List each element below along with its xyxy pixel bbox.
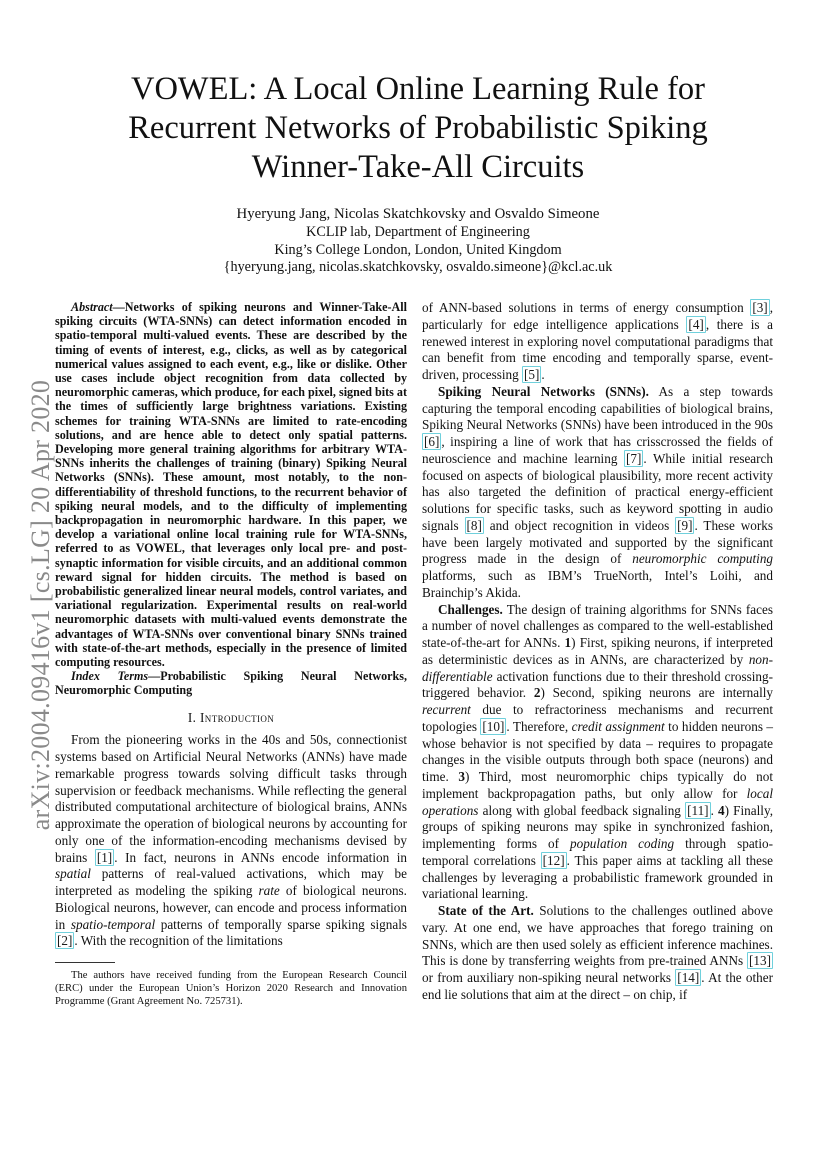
author-institution: King’s College London, London, United Kingdom (274, 241, 562, 258)
citation-link[interactable]: [8] (466, 517, 482, 533)
funding-footnote: The authors have received funding from the European Research Council (ERC) under the European Union’s Horizon 2020 Research and Innovation Programme (Grant Agreement No. 725731). (55, 970, 407, 1008)
citation-link[interactable]: [9] (677, 517, 693, 533)
citation-link[interactable]: [14] (677, 970, 700, 985)
citation-link[interactable]: [13] (749, 953, 771, 969)
citation-link[interactable]: [6] (424, 434, 440, 449)
title-line-2: Recurrent Networks of Probabilistic Spiking (128, 110, 708, 146)
citation-link[interactable]: [5] (523, 367, 540, 382)
citation-link[interactable]: [1] (96, 849, 113, 865)
author-emails: {hyeryung.jang, nicolas.skatchkovsky, osvaldo.simeone}@kcl.ac.uk (223, 259, 613, 275)
paper-title (90, 70, 746, 187)
author-names: Hyeryung Jang, Nicolas Skatchkovsky and Osvaldo Simeone (236, 206, 600, 222)
author-lab: KCLIP lab, Department of Engineering (306, 224, 530, 240)
paragraph-heading: State of the Art. (438, 903, 534, 918)
snn-paragraph: Spiking Neural Networks (SNNs). As a step towards capturing the temporal encoding capabilities of biological brains, Spiking Neural Networks (SNNs) have been introduced in the 90s [6] , inspiring a line of work that has crisscrossed the fields of neuroscience and machine learning [7] . While initial research focused on aspects of biological plausibility, more recent activity has also targeted the definition of practical energy-efficient solutions for specific tasks, such as keyword spotting in audio signals [8] and object recognition in videos [9] . These works have been largely motivated and supported by the significant progress made in the design of neuromorphic computing platforms, such as IBM’s TrueNorth, Intel’s Loihi, and Brainchip’s Akida. (422, 383, 774, 600)
citation-link[interactable]: [7] (625, 450, 642, 466)
citation-link[interactable]: [3] (752, 300, 768, 315)
footnote-divider (55, 962, 115, 963)
index-terms-text: —Probabilistic Spiking Neural Networks, Neuromorphic Computing (55, 669, 407, 698)
abstract-label: Abstract (71, 300, 113, 314)
paragraph-heading: Challenges. (438, 601, 503, 617)
citation-link[interactable]: [4] (688, 316, 704, 332)
section-heading-introduction: I. Introduction (187, 709, 275, 725)
author-block (90, 206, 746, 277)
intro-paragraph: From the pioneering works in the 40s and 50s, connectionist systems based on Artificial Neural Networks (ANNs) have made remarkable progress towards solving difficult tasks through supervision or feedback mechanisms. While reflecting the general distributed computational architecture of biological brains, ANNs approximate the operation of biological neurons by accounting for only one of the information-encoding mechanisms devised by brains [1] . In fact, neurons in ANNs encode information in spatial patterns of real-valued activations, which may be interpreted as modeling the spiking rate of biological neurons. Biological neurons, however, can encode and process information in spatio-temporal patterns of temporally sparse spiking signals [2] . With the recognition of the limitations (55, 732, 407, 949)
body-paragraph: of ANN-based solutions in terms of energy consumption [3] , particularly for edge intelligence applications [4] , there is a renewed interest in exploring novel computational paradigms that can benefit from time encoding and temporally sparse, event-driven, processing [5] . (422, 300, 773, 382)
citation-link[interactable]: [12] (542, 852, 565, 868)
index-terms-label: Index Terms (71, 669, 149, 684)
title-line-1: VOWEL: A Local Online Learning Rule for (130, 71, 705, 107)
citation-link[interactable]: [10] (482, 718, 505, 734)
arxiv-identifier: arXiv:2004.09416v1 [cs.LG] 20 Apr 2020 (26, 379, 55, 831)
abstract (55, 300, 407, 669)
state-of-art-paragraph: State of the Art. Solutions to the challenges outlined above vary. At one end, we have approaches that forego training on SNNs, which are then used solely as efficient inference machines. This is done by transferring weights from pre-trained ANNs [13] or from auxiliary non-spiking neural networks [14] . At the other end lie solutions that aim at the direct – on chip, if (422, 903, 773, 1002)
citation-link[interactable]: [2] (57, 933, 73, 949)
abstract-text: —Networks of spiking neurons and Winner-Take-All spiking circuits (WTA-SNNs) can detect information encoded in spatio-temporal multi-valued events. These are described by the timing of events of interest, e.g., clicks, as well as by categorical numerical values assigned to each event, e.g., like or dislike. Other use cases include object recognition from data collected by neuromorphic cameras, which produce, for each pixel, signed bits at the times of sufficiently large brightness variations. Existing schemes for training WTA-SNNs are limited to rate-encoding solutions, and are hence able to detect only spatial patterns. Developing more general training algorithms for arbitrary WTA-SNNs inherits the challenges of training (binary) Spiking Neural Networks (SNNs). These amount, most notably, to the non-differentiability of threshold functions, to the recurrent behavior of spiking neural models, and to the difficulty of implementing backpropagation in neuromorphic hardware. In this paper, we develop a variational online local training rule for WTA-SNNs, referred to as VOWEL, that leverages only local pre- and post-synaptic information for visible circuits, and an additional common reward signal for hidden circuits. The method is based on probabilistic generalized linear neural models, control variates, and variational regularization. Experimental results on real-world neuromorphic datasets with multi-valued events demonstrate the advantages of WTA-SNNs over conventional binary SNNs trained with state-of-the-art methods, especially in the presence of limited computing resources. (55, 300, 407, 670)
right-column (422, 300, 773, 1004)
index-terms (55, 669, 407, 697)
citation-link[interactable]: [11] (687, 802, 709, 818)
left-column (55, 300, 407, 1008)
title-line-3: Winner-Take-All Circuits (251, 149, 585, 185)
paragraph-heading: Spiking Neural Networks (SNNs). (438, 383, 649, 399)
challenges-paragraph: Challenges. The design of training algorithms for SNNs faces a number of novel challenges as compared to the well-established state-of-the-art for ANNs. 1) First, spiking neurons, if interpreted as deterministic devices as in ANNs, are characterized by non-differentiable activation functions due to their threshold crossing-triggered behavior. 2) Second, spiking neurons are internally recurrent due to refractoriness mechanisms and recurrent topologies [10] . Therefore, credit assignment to hidden neurons – whose behavior is not specified by data – requires to propagate changes in the visible outputs through both space (neurons) and time. 3) Third, most neuromorphic chips typically do not implement backpropagation paths, but only allow for local operations along with global feedback signaling [11] . 4) Finally, groups of spiking neurons may spike in synchronized fashion, implementing forms of population coding through spatio-temporal correlations [12] . This paper aims at tackling all these challenges by leveraging a probabilistic framework grounded in variational learning. (422, 601, 773, 902)
